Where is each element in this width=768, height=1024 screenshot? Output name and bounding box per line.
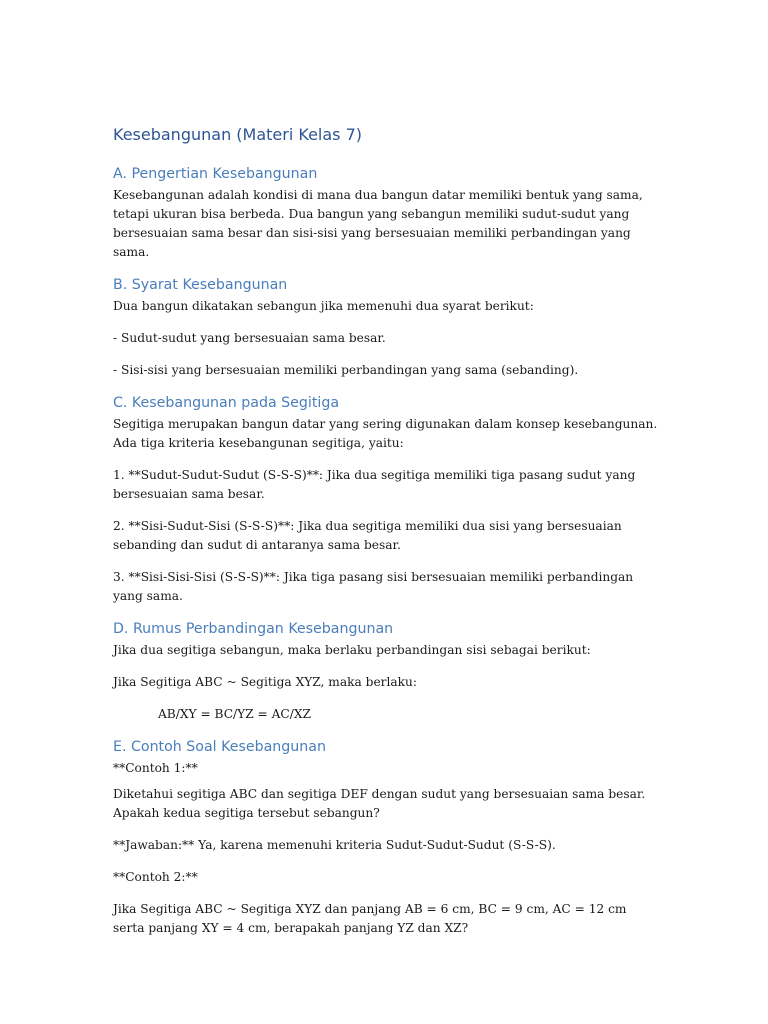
paragraph-e1: **Contoh 1:**	[113, 761, 198, 775]
paragraph-b1: Dua bangun dikatakan sebangun jika memenuhi dua syarat berikut:	[113, 299, 534, 313]
paragraph-d1: Jika dua segitiga sebangun, maka berlaku perbandingan sisi sebagai berikut:	[113, 643, 591, 657]
paragraph-c3: 2. **Sisi-Sudut-Sisi (S-S-S)**: Jika dua segitiga memiliki dua sisi yang bersesuaian sebanding dan sudut di antaranya sama besar.	[113, 519, 622, 552]
paragraph-e2: Diketahui segitiga ABC dan segitiga DEF dengan sudut yang bersesuaian sama besar. Apakah kedua segitiga tersebut sebangun?	[113, 787, 646, 820]
heading-b: B. Syarat Kesebangunan	[113, 277, 288, 293]
heading-c: C. Kesebangunan pada Segitiga	[113, 395, 340, 411]
paragraph-c2: 1. **Sudut-Sudut-Sudut (S-S-S)**: Jika dua segitiga memiliki tiga pasang sudut yang bersesuaian sama besar.	[113, 468, 636, 501]
paragraph-e4: **Contoh 2:**	[113, 870, 198, 884]
formula: AB/XY = BC/YZ = AC/XZ	[158, 707, 312, 721]
heading-a: A. Pengertian Kesebangunan	[113, 166, 318, 182]
paragraph-b2: - Sudut-sudut yang bersesuaian sama besar.	[113, 331, 386, 345]
paragraph-e5: Jika Segitiga ABC ~ Segitiga XYZ dan panjang AB = 6 cm, BC = 9 cm, AC = 12 cm serta panjang XY = 4 cm, berapakah panjang YZ dan XZ?	[113, 902, 627, 935]
heading-e: E. Contoh Soal Kesebangunan	[113, 739, 326, 755]
paragraph-a1: Kesebangunan adalah kondisi di mana dua bangun datar memiliki bentuk yang sama, tetapi ukuran bisa berbeda. Dua bangun yang sebangun memiliki sudut-sudut yang bersesuaian sama besar dan sisi-sisi yang bersesuaian memiliki perbandingan yang sama.	[113, 188, 643, 259]
paragraph-c4: 3. **Sisi-Sisi-Sisi (S-S-S)**: Jika tiga pasang sisi bersesuaian memiliki perbandingan yang sama.	[113, 570, 634, 603]
document-title: Kesebangunan (Materi Kelas 7)	[113, 125, 362, 144]
heading-d: D. Rumus Perbandingan Kesebangunan	[113, 621, 394, 637]
paragraph-e3: **Jawaban:** Ya, karena memenuhi kriteria Sudut-Sudut-Sudut (S-S-S).	[113, 838, 556, 852]
paragraph-b3: - Sisi-sisi yang bersesuaian memiliki perbandingan yang sama (sebanding).	[113, 363, 579, 377]
document-body	[113, 124, 658, 951]
paragraph-c1: Segitiga merupakan bangun datar yang sering digunakan dalam konsep kesebangunan. Ada tiga kriteria kesebangunan segitiga, yaitu:	[113, 417, 658, 450]
paragraph-d2: Jika Segitiga ABC ~ Segitiga XYZ, maka berlaku:	[113, 675, 417, 689]
